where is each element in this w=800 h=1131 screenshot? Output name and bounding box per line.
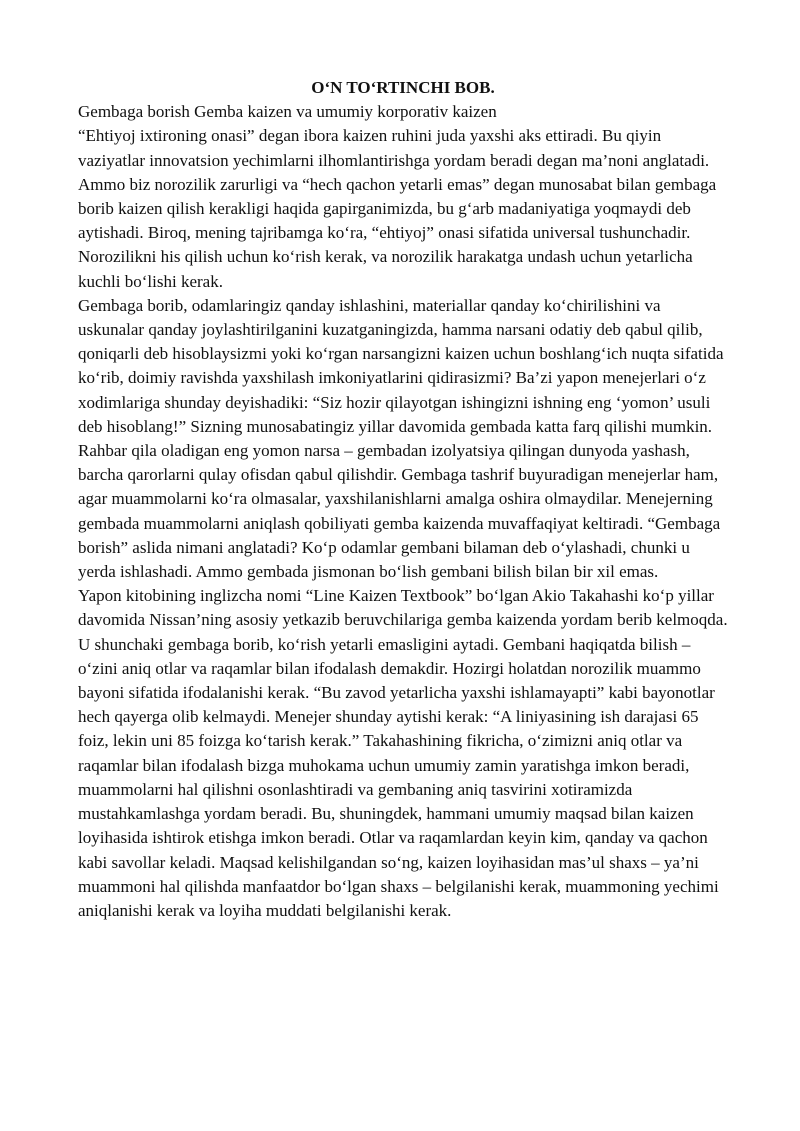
paragraph: “Ehtiyoj ixtironing onasi” degan ibora kaizen ruhini juda yaxshi aks ettiradi. Bu qiyin vaziyatlar innovatsion yechimlarni ilhomlantirishga yordam beradi degan ma’noni anglatadi. Ammo biz norozilik zarurligi va “hech qachon yetarli emas” degan munosabat bilan gembaga borib kaizen qilish kerakligi haqida gapirganimizda, bu g‘arb madaniyatiga yoqmaydi deb aytishadi. Biroq, mening tajribamga ko‘ra, “ehtiyoj” onasi sifatida universal tushunchadir. Norozilikni his qilish uchun ko‘rish kerak, va norozilik harakatga undash uchun yetarlicha kuchli bo‘lishi kerak. <box>78 126 717 291</box>
chapter-subtitle: Gembaga borish Gemba kaizen va umumiy korporativ kaizen <box>78 102 497 122</box>
paragraph: Yapon kitobining inglizcha nomi “Line Kaizen Textbook” bo‘lgan Akio Takahashi ko‘p yillar davomida Nissan’ning asosiy yetkazib beruvchilariga gemba kaizenda yordam berib kelmoqda. U shunchaki gembaga borib, ko‘rish yetarli emasligini aytadi. Gembani haqiqatda bilish – o‘zini aniq otlar va raqamlar bilan ifodalash demakdir. Hozirgi holatdan norozilik muammo bayoni sifatida ifodalanishi kerak. “Bu zavod yetarlicha yaxshi ishlamayapti” kabi bayonotlar hech qayerga olib kelmaydi. Menejer shunday aytishi kerak: “A liniyasining ish darajasi 65 foiz, lekin uni 85 foizga ko‘tarish kerak.” Takahashining fikricha, o‘zimizni aniq otlar va raqamlar bilan ifodalash bizga muhokama uchun umumiy zamin yaratishga imkon beradi, muammolarni hal qilishni osonlashtiradi va gembaning aniq tasvirini xotiramizda mustahkamlashga yordam beradi. Bu, shuningdek, hammani umumiy maqsad bilan kaizen loyihasida ishtirok etishga imkon beradi. Otlar va raqamlardan keyin kim, qanday va qachon kabi savollar keladi. Maqsad kelishilgandan so‘ng, kaizen loyihasidan mas’ul shaxs – ya’ni muammoni hal qilishda manfaatdor bo‘lgan shaxs – belgilanishi kerak, muammoning yechimi aniqlanishi kerak va loyiha muddati belgilanishi kerak. <box>78 586 728 920</box>
document-page <box>78 76 728 923</box>
paragraph: Gembaga borib, odamlaringiz qanday ishlashini, materiallar qanday ko‘chirilishini va uskunalar qanday joylashtirilganini kuzatganingizda, hamma narsani odatiy deb qabul qilib, qoniqarli deb hisoblaysizmi yoki ko‘rgan narsangizni kaizen uchun boshlang‘ich nuqta sifatida ko‘rib, doimiy ravishda yaxshilash imkoniyatlarini qidirasizmi? Ba’zi yapon menejerlari o‘z xodimlariga shunday deyishadiki: “Siz hozir qilayotgan ishingizni ishning eng ‘yomon’ usuli deb hisoblang!” Sizning munosabatingiz yillar davomida gembada katta farq qilishi mumkin. <box>78 295 724 436</box>
paragraph: Rahbar qila oladigan eng yomon narsa – gembadan izolyatsiya qilingan dunyoda yashash, barcha qarorlarni qulay ofisdan qabul qilishdir. Gembaga tashrif buyuradigan menejerlar ham, agar muammolarni ko‘ra olmasalar, yaxshilanishlarni amalga oshira olmaydilar. Menejerning gembada muammolarni aniqlash qobiliyati gemba kaizenda muvaffaqiyat keltiradi. “Gembaga borish” aslida nimani anglatadi? Ko‘p odamlar gembani bilaman deb o‘ylashadi, chunki u yerda ishlashadi. Ammo gembada jismonan bo‘lish gembani bilish bilan bir xil emas. <box>78 441 721 582</box>
chapter-title: O‘N TO‘RTINCHI BOB. <box>311 78 495 97</box>
